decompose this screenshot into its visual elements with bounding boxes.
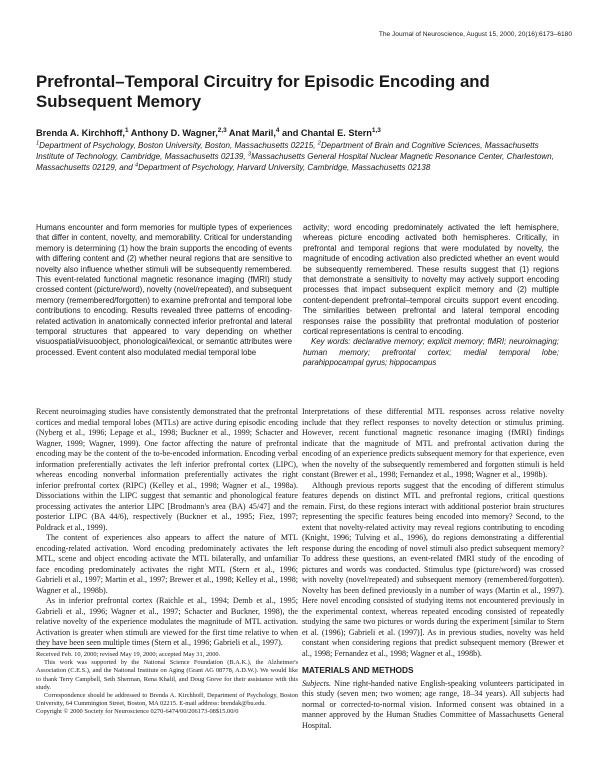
affiliation-mark: 2 <box>317 140 321 147</box>
body-paragraph: Although previous reports suggest that the encoding of different stimulus features depends on distinct MTL and prefrontal regions, critical questions remain. First, do these regions interact with additional posterior brain structures representing the specific features being encoded into memory? Second, to the extent that novelty-related activity may reveal regions contributing to encoding (Knight, 1996; Tulving et al., 1996), do regions demonstrating a differential response during the encoding of novel stimuli also predict subsequent memory? To address these questions, an event-related fMRI study of the encoding of pictures and words was conducted. Stimulus type (picture/word) was crossed with novelty (novel/repeated) and subsequent memory (remembered/forgotten). Novelty has been defined previously in a number of ways (Martin et al., 1997). Here novel encoding consisted of studying items not encountered previously in the experimental context, whereas repeated encoding consisted of repeatedly studying the same two pictures or words during the experiment [similar to Stern et al. (1996); Gabrieli et al. (1997)]. As in previous studies, novelty was held constant when considering regions that predict subsequent memory (Brewer et al., 1998; Fernandez et al., 1998; Wagner et al., 1998b). <box>302 480 564 658</box>
author-affiliation-mark: 4 <box>275 126 280 134</box>
author-name: Brenda A. Kirchhoff, <box>36 128 125 138</box>
footnote: Correspondence should be addressed to Brenda A. Kirchhoff, Department of Psychology, Boston University, 64 Cummington Street, Boston, MA 02215. E-mail address: brendak@bu.edu. <box>36 692 298 708</box>
body-paragraph: The content of experiences also appears to affect the nature of MTL encoding-related activation. Word encoding predominately activates the left MTL, scene and object encoding activate the MTL bilaterally, and unfamiliar face encoding predominately activates the right MTL (Stern et al., 1996; Gabrieli et al., 1997; Martin et al., 1997; Brewer et al., 1998; Kelley et al., 1998; Wagner et al., 1998b). <box>36 533 298 595</box>
methods-text: Nine right-handed native English-speaking volunteers participated in this study (seven men; two women; age range, 18–34 years). All subjects had normal or corrected-to-normal vision. Informed consent was obtained in a manner approved by the Human Studies Committee of Massachusetts General Hospital. <box>302 678 564 730</box>
footnote: Received Feb. 10, 2000; revised May 19, 2000; accepted May 31, 2000. <box>36 651 221 658</box>
methods-paragraph <box>302 679 564 732</box>
footnote-divider <box>36 648 116 649</box>
footnote: This work was supported by the National Science Foundation (B.A.K.), the Alzheimer's Association (C.E.S.), and the National Institute on Aging (Grant AG 08778, A.D.W.). We would like to thank Terry Campbell, Seth Sherman, Rena Khalil, and Doug Greve for their assistance with this study. <box>36 659 298 691</box>
author-list <box>36 128 566 138</box>
abstract-left-column <box>36 223 292 358</box>
author-affiliation-mark: 1,3 <box>371 126 381 134</box>
affiliation-text: Department of Psychology, Boston University, Boston, Massachusetts 02215, <box>39 141 318 150</box>
footnotes <box>36 651 298 717</box>
author-affiliation-mark: 1 <box>125 126 129 134</box>
keywords-text: declarative memory; explicit memory; fMRI; neuroimaging; human memory; prefrontal cortex; medial temporal lobe; parahippocampal gyrus; hippocampus <box>303 337 559 368</box>
affiliation-text: Department of Psychology, Harvard University, Cambridge, Massachusetts 02138 <box>138 162 431 172</box>
body-paragraph: Interpretations of these differential MTL responses across relative novelty include that they reflect responses to novelty detection or stimulus priming. However, recent functional magnetic resonance imaging (fMRI) findings indicate that the magnitude of MTL and prefrontal activation during the encoding of an experience predicts subsequent memory for that experience, even when the novelty of the subsequently remembered and forgotten stimuli is held constant (Brewer et al., 1998; Fernandez et al., 1998; Wagner et al., 1998b). <box>302 407 564 479</box>
affiliation-mark: 3 <box>247 151 252 158</box>
affiliations <box>36 141 556 173</box>
body-left-column <box>36 407 298 649</box>
subsection-label: Subjects. <box>302 678 331 688</box>
affiliation-text: Massachusetts General Hospital Nuclear Magnetic Resonance Center, Charlestown, Massachusetts 02129, and <box>36 151 554 172</box>
section-heading: MATERIALS AND METHODS <box>302 665 414 675</box>
affiliation-mark: 4 <box>135 161 139 168</box>
abstract-text: Humans encounter and form memories for multiple types of experiences that differ in content, novelty, and memorability. Critical for understanding memory is determining (1) how the brain supports the encoding of events with differing content and (2) whether neural regions that are sensitive to novelty also influence whether stimuli will be subsequently remembered. This event-related functional magnetic resonance imaging (fMRI) study crossed content (picture/word), novelty (novel/repeated), and subsequent memory (remembered/forgotten) to examine prefrontal and temporal lobe contributions to encoding. Results revealed three patterns of encoding-related activation in anatomically connected inferior prefrontal and lateral temporal structures that appeared to vary depending on whether visuospatial/visuoobject, phonological/lexical, or semantic attributes were processed. Event content also modulated medial temporal lobe <box>36 223 292 357</box>
body-paragraph: Recent neuroimaging studies have consistently demonstrated that the prefrontal cortices and medial temporal lobes (MTLs) are active during episodic encoding (Nyberg et al., 1996; Lepage et al., 1998; Buckner et al., 1999; Schacter and Wagner, 1999; Wagner, 1999). One factor affecting the nature of prefrontal encoding may be the content of the to-be-encoded information. Encoding verbal information preferentially activates the left inferior prefrontal cortex (LIPC), whereas encoding nonverbal information preferentially activates the right inferior prefrontal cortex (RIPC) (Kelley et al., 1998; Wagner et al., 1998a). Dissociations within the LIPC suggest that semantic and phonological feature processing activates the anterior LIPC [Brodmann's area (BA) 45/47] and the posterior LIPC (BA 44/6), respectively (Buckner et al., 1995; Fiez, 1997; Poldrack et al., 1999). <box>36 407 298 532</box>
body-right-column <box>302 407 564 731</box>
running-header: The Journal of Neuroscience, August 15, 2000, 20(16):6173–6180 <box>378 31 572 38</box>
author-affiliation-mark: 2,3 <box>217 126 227 134</box>
keywords-label: Key words: <box>311 337 351 347</box>
abstract-right-column <box>303 223 559 369</box>
article-title: Prefrontal–Temporal Circuitry for Episodic Encoding and Subsequent Memory <box>36 72 490 111</box>
keywords <box>303 337 559 368</box>
affiliation-text: Department of Brain and Cognitive Sciences, Massachusetts Institute of Technology, Cambridge, Massachusetts 02139, <box>36 141 539 161</box>
affiliation-mark: 1 <box>36 140 40 147</box>
author-name: and Chantal E. Stern <box>279 128 372 138</box>
author-name: Anthony D. Wagner, <box>128 128 218 138</box>
copyright-line: Copyright © 2000 Society for Neuroscience 0270-6474/00/206173-08$15.00/0 <box>36 708 239 716</box>
abstract-text: activity; word encoding predominately activated the left hemisphere, whereas picture encoding activated both hemispheres. Critically, in prefrontal and temporal regions that were modulated by novelty, the magnitude of encoding activation also predicted whether an event would be subsequently remembered. These results suggest that (1) regions that demonstrate a sensitivity to novelty may actively support encoding processes that impact subsequent explicit memory and (2) multiple content-dependent prefrontal–temporal circuits support event encoding. The similarities between prefrontal and lateral temporal encoding responses raise the possibility that prefrontal modulation of posterior cortical representations is central to encoding. <box>303 223 559 337</box>
body-paragraph: As in inferior prefrontal cortex (Raichle et al., 1994; Demb et al., 1995; Gabrieli et al., 1996; Wagner et al., 1997; Schacter and Buckner, 1998), the relative novelty of the experience modulates the magnitude of MTL activation. Activation is greater when stimuli are viewed for the first time relative to when they have been seen multiple times (Stern et al., 1996; Gabrieli et al., 1997). <box>36 596 298 647</box>
author-name: Anat Maril, <box>226 128 276 138</box>
